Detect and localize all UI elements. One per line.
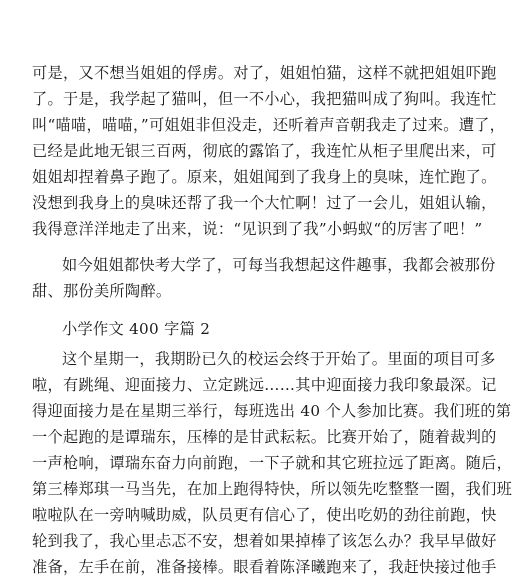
paragraph-line: 一声枪响，谭瑞东奋力向前跑，一下子就和其它班拉远了距离。随后，: [32, 454, 512, 472]
paragraph-line: 了。于是，我学起了猫叫，但一不小心，我把猫叫成了狗叫。我连忙: [32, 90, 497, 108]
section-heading-text: 小学作文 400 字篇 2: [62, 320, 211, 338]
paragraph-line: 第三棒郑琪一马当先，在加上跑得特快，所以领先吃整整一圈，我们班: [32, 480, 512, 498]
paragraph-line: 这个星期一，我期盼已久的校运会终于开始了。里面的项目可多: [62, 350, 496, 368]
paragraph-line: 没想到我身上的臭味还帮了我一个大忙啊！过了一会儿，姐姐认输，: [32, 194, 497, 212]
paragraph-2: [32, 252, 496, 304]
paragraph-3: [32, 346, 512, 580]
paragraph-line: 姐姐却捏着鼻子跑了。原来，姐姐闻到了我身上的臭味，连忙跑了。: [32, 168, 497, 186]
paragraph-line: 一个起跑的是谭瑞东，压棒的是甘武耘耘。比赛开始了，随着裁判的: [32, 428, 497, 446]
paragraph-line: 甜、那份美所陶醉。: [32, 282, 172, 300]
paragraph-line: 啦啦队在一旁呐喊助威，队员更有信心了，使出吃奶的劲往前跑，快: [32, 506, 497, 524]
paragraph-line: 啦，有跳绳、迎面接力、立定跳远……其中迎面接力我印象最深。记: [32, 376, 497, 394]
section-heading: [62, 316, 502, 342]
paragraph-line: 准备，左手在前，准备接棒。眼看着陈泽曦跑来了，我赶快接过他手: [32, 558, 497, 576]
paragraph-1: [32, 60, 506, 242]
paragraph-line: 已经是此地无银三百两，彻底的露馅了，我连忙从柜子里爬出来，可: [32, 142, 497, 160]
paragraph-line: 叫“喵喵，喵喵，”可姐姐非但没走，还听着声音朝我走了过来。遭了，: [32, 116, 506, 134]
paragraph-line: 我得意洋洋地走了出来，说：“见识到了我”小蚂蚁“的厉害了吧！”: [32, 220, 483, 238]
paragraph-line: 可是，又不想当姐姐的俘虏。对了，姐姐怕猫，这样不就把姐姐吓跑: [32, 64, 497, 82]
paragraph-line: 得迎面接力是在星期三举行，每班选出 40 个人参加比赛。我们班的第: [32, 402, 512, 420]
paragraph-line: 轮到我了，我心里忐忑不安，想着如果掉棒了该怎么办？我早早做好: [32, 532, 497, 550]
paragraph-line: 如今姐姐都快考大学了，可每当我想起这件趣事，我都会被那份: [62, 256, 496, 274]
